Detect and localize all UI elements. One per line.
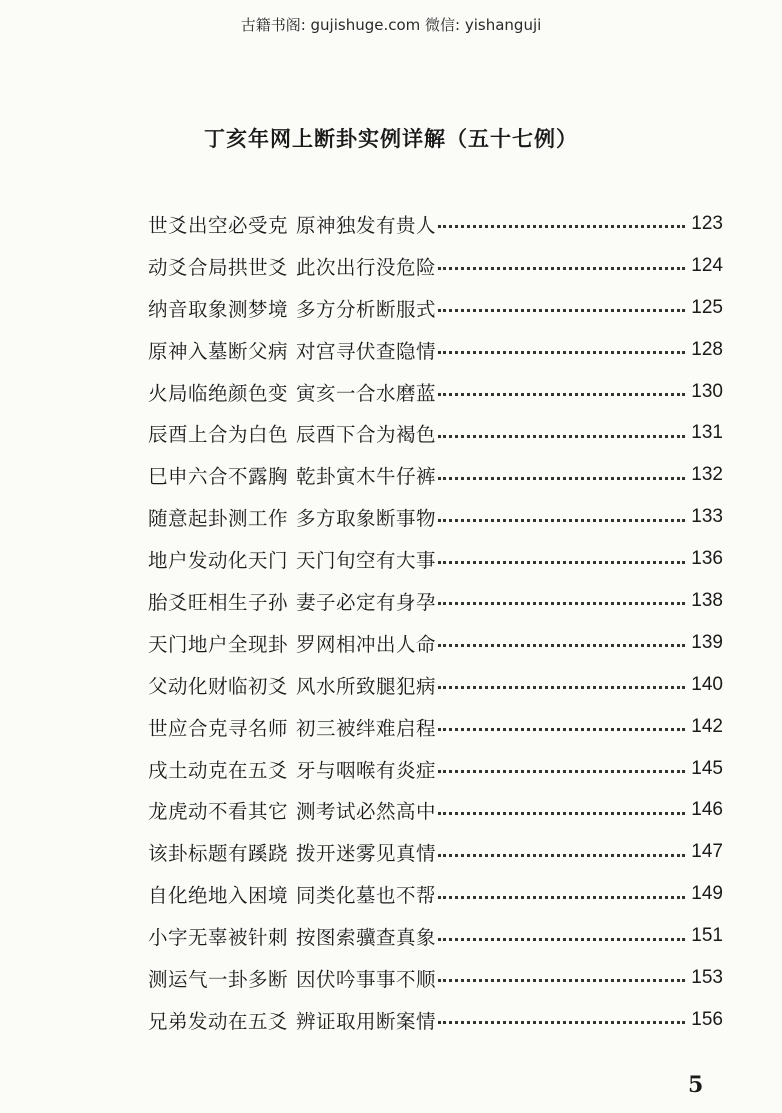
toc-page-number: 153 (691, 966, 723, 988)
toc-page-number: 156 (691, 1008, 723, 1030)
toc-entry (118, 538, 723, 580)
toc-entry-right: 拨开迷雾见真情 (296, 842, 437, 866)
toc-entry-left: 巳申六合不露胸 (147, 465, 288, 489)
toc-entry-right: 辨证取用断案情 (296, 1009, 437, 1033)
toc-entry-left: 测运气一卦多断 (147, 967, 288, 991)
toc-entry-left: 随意起卦测工作 (147, 507, 288, 531)
page-title: 丁亥年网上断卦实例详解（五十七例） (204, 126, 578, 151)
dot-leader (438, 225, 685, 228)
toc-entry-right: 原神独发有贵人 (296, 213, 437, 237)
toc-entry-left: 世爻出空必受克 (147, 213, 288, 237)
toc-entry-right: 寅亥一合水磨蓝 (296, 381, 437, 405)
toc-entry-right: 此次出行没危险 (296, 255, 437, 279)
dot-leader (438, 351, 685, 354)
toc-entry (118, 999, 723, 1041)
toc-entry (118, 622, 723, 664)
toc-entry-right: 乾卦寅木牛仔裤 (296, 465, 437, 489)
toc-entry-left: 原神入墓断父病 (147, 339, 288, 363)
dot-leader (438, 728, 685, 731)
dot-leader (438, 896, 685, 899)
dot-leader (438, 393, 685, 396)
toc-entry-right: 风水所致腿犯病 (296, 674, 437, 698)
dot-leader (438, 812, 685, 815)
toc-entry-right: 测考试必然高中 (296, 800, 437, 824)
toc-entry (118, 831, 723, 873)
toc-entry-left: 世应合克寻名师 (147, 716, 288, 740)
toc-entry-left: 胎爻旺相生子孙 (147, 590, 288, 614)
toc-entry (118, 664, 723, 706)
toc-entry-left: 戌土动克在五爻 (147, 758, 288, 782)
toc-entry (118, 371, 723, 413)
toc-entry-right: 罗网相冲出人命 (296, 632, 437, 656)
toc-entry-left: 地户发动化天门 (147, 549, 288, 573)
dot-leader (438, 938, 685, 941)
toc-entry (118, 287, 723, 329)
toc-entry-right: 因伏吟事事不顺 (296, 967, 437, 991)
dot-leader (438, 267, 685, 270)
page-number: 5 (688, 1072, 704, 1098)
toc-page-number: 125 (691, 296, 723, 318)
toc-page-number: 130 (691, 380, 723, 402)
toc-entry (118, 789, 723, 831)
toc-entry-right: 天门旬空有大事 (296, 549, 437, 573)
toc-entry-left: 动爻合局拱世爻 (147, 255, 288, 279)
toc-entry-right: 初三被绊难启程 (296, 716, 437, 740)
toc-entry (118, 748, 723, 790)
dot-leader (438, 602, 685, 605)
toc-page-number: 124 (691, 254, 723, 276)
dot-leader (438, 1021, 685, 1024)
dot-leader (438, 644, 685, 647)
toc-page-number: 133 (691, 506, 723, 528)
toc-entry-left: 兄弟发动在五爻 (147, 1009, 288, 1033)
dot-leader (438, 519, 685, 522)
dot-leader (438, 686, 685, 689)
toc-entry (118, 580, 723, 622)
dot-leader (438, 561, 685, 564)
toc-page-number: 146 (691, 799, 723, 821)
toc-page-number: 151 (691, 925, 723, 947)
toc-entry-left: 火局临绝颜色变 (147, 381, 288, 405)
toc-entry (118, 203, 723, 245)
toc-page-number: 140 (691, 673, 723, 695)
toc-page-number: 123 (691, 212, 723, 234)
toc-entry-right: 同类化墓也不帮 (296, 884, 437, 908)
toc-page-number: 128 (691, 338, 723, 360)
toc-entry-left: 小字无辜被针刺 (147, 926, 288, 950)
toc-page-number: 145 (691, 757, 723, 779)
toc-entry-right: 辰酉下合为褐色 (296, 423, 437, 447)
dot-leader (438, 854, 685, 857)
dot-leader (438, 477, 685, 480)
toc-entry-right: 妻子必定有身孕 (296, 590, 437, 614)
dot-leader (438, 435, 685, 438)
table-of-contents (118, 203, 723, 1041)
toc-entry (118, 454, 723, 496)
toc-entry (118, 245, 723, 287)
toc-entry-left: 父动化财临初爻 (147, 674, 288, 698)
toc-entry-left: 纳音取象测梦境 (147, 297, 288, 321)
toc-entry (118, 412, 723, 454)
toc-page-number: 142 (691, 715, 723, 737)
toc-entry-right: 多方取象断事物 (296, 507, 437, 531)
toc-page-number: 131 (691, 422, 723, 444)
toc-entry (118, 915, 723, 957)
toc-entry (118, 957, 723, 999)
toc-entry-right: 按图索骥查真象 (296, 926, 437, 950)
toc-page-number: 147 (691, 841, 723, 863)
toc-entry-left: 天门地户全现卦 (147, 632, 288, 656)
toc-entry (118, 329, 723, 371)
toc-entry (118, 873, 723, 915)
toc-page-number: 132 (691, 464, 723, 486)
toc-entry-left: 辰酉上合为白色 (147, 423, 288, 447)
dot-leader (438, 770, 685, 773)
watermark-text: 古籍书阁: gujishuge.com 微信: yishanguji (240, 16, 542, 34)
toc-entry-right: 多方分析断服式 (296, 297, 437, 321)
dot-leader (438, 979, 685, 982)
toc-entry-right: 牙与咽喉有炎症 (296, 758, 437, 782)
toc-page-number: 139 (691, 631, 723, 653)
toc-entry-right: 对宫寻伏查隐情 (296, 339, 437, 363)
dot-leader (438, 309, 685, 312)
toc-page-number: 136 (691, 548, 723, 570)
toc-entry (118, 706, 723, 748)
toc-entry-left: 自化绝地入困境 (147, 884, 288, 908)
toc-page-number: 149 (691, 883, 723, 905)
toc-entry-left: 该卦标题有蹊跷 (147, 842, 288, 866)
toc-entry-left: 龙虎动不看其它 (147, 800, 288, 824)
toc-page-number: 138 (691, 589, 723, 611)
toc-entry (118, 496, 723, 538)
